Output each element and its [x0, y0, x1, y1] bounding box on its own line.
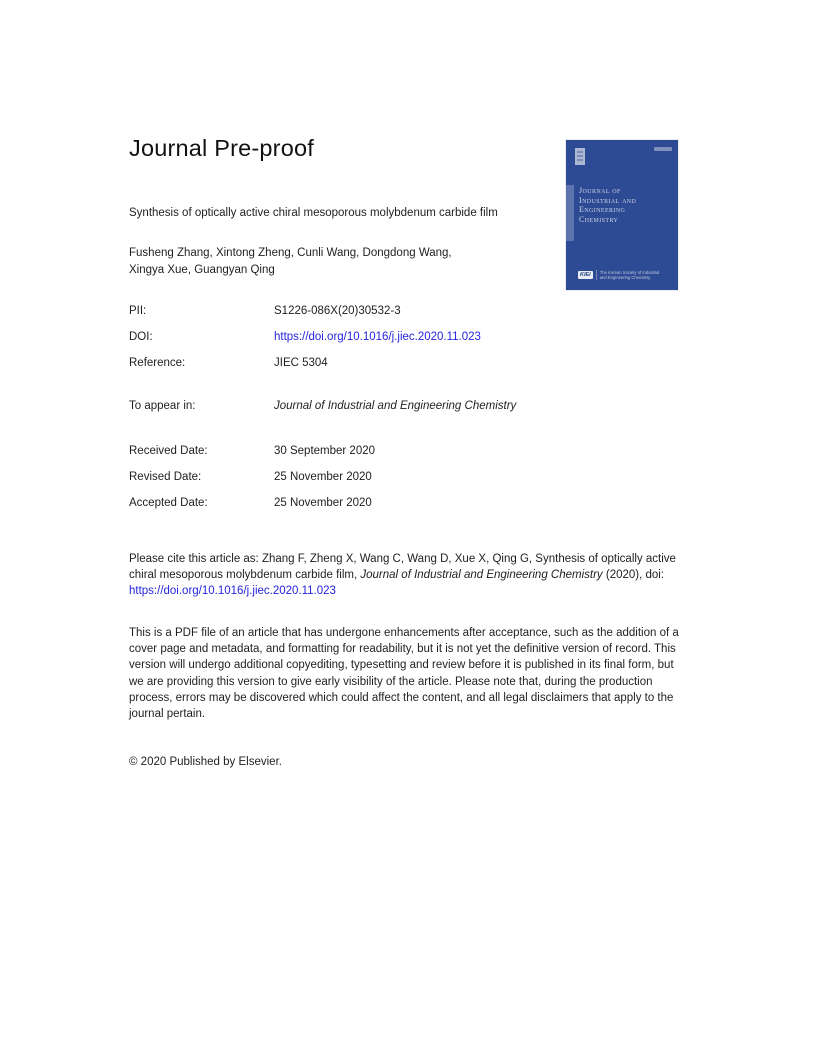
reference-label: Reference:	[129, 357, 186, 369]
pii-label: PII:	[129, 305, 147, 317]
revised-date-label: Revised Date:	[129, 471, 202, 483]
meta-row-doi	[129, 331, 481, 343]
meta-row-to-appear-in	[129, 400, 516, 412]
accepted-date-value: 25 November 2020	[274, 497, 372, 509]
to-appear-in-value: Journal of Industrial and Engineering Chemistry	[274, 400, 517, 412]
page-title: Journal Pre-proof	[129, 135, 314, 161]
citation-doi-link[interactable]: https://doi.org/10.1016/j.jiec.2020.11.023	[129, 585, 336, 598]
meta-row-reference	[129, 357, 328, 369]
cover-issn-text	[654, 147, 672, 151]
cover-journal-title	[579, 186, 636, 224]
citation-paragraph	[129, 551, 691, 600]
to-appear-in-label: To appear in:	[129, 400, 196, 412]
cover-title-line: Industrial and	[579, 195, 637, 205]
society-name	[596, 270, 660, 280]
doi-label: DOI:	[129, 331, 153, 343]
received-date-value: 30 September 2020	[274, 445, 376, 457]
cover-title-line: Journal of	[579, 186, 621, 195]
author-list-line2: Xingya Xue, Guangyan Qing	[129, 263, 275, 276]
author-list-line1: Fusheng Zhang, Xintong Zheng, Cunli Wang, Dongdong Wang,	[129, 247, 452, 259]
society-logo: KIEi	[580, 272, 591, 278]
journal-emblem-icon	[575, 148, 585, 165]
author-list	[129, 245, 574, 278]
meta-row-received-date	[129, 445, 375, 457]
society-name-line1: The Korean Society of Industrial	[599, 270, 660, 275]
citation-text: Please cite this article as: Zhang F, Zheng X, Wang C, Wang D, Xue X, Qing G, Synthesis of optically active chiral mesoporous molybdenum carbide film,	[129, 553, 676, 582]
article-title: Synthesis of optically active chiral mesoporous molybdenum carbide film	[129, 207, 498, 219]
meta-row-revised-date	[129, 471, 372, 483]
citation-journal-name: Journal of Industrial and Engineering Chemistry	[360, 569, 603, 582]
society-name-line2: and Engineering Chemistry	[599, 275, 651, 280]
cover-title-line: Engineering	[579, 205, 626, 214]
accepted-date-label: Accepted Date:	[129, 497, 208, 509]
received-date-label: Received Date:	[129, 445, 208, 457]
copyright-line: © 2020 Published by Elsevier.	[129, 756, 282, 768]
revised-date-value: 25 November 2020	[274, 471, 372, 483]
cover-society-footer	[578, 270, 659, 280]
disclaimer-paragraph: This is a PDF file of an article that has undergone enhancements after acceptance, such as the addition of a cover page and metadata, and formatting for readability, but it is not yet the definitive version of record. This version will undergo additional copyediting, typesetting and review before it is published in its final form, but we are providing this version to give early visibility of the article. Please note that, during the production process, errors may be discovered which could affect the content, and all legal disclaimers that apply to the journal pertain.	[129, 627, 679, 721]
pii-value: S1226-086X(20)30532-3	[274, 305, 401, 317]
doi-link[interactable]: https://doi.org/10.1016/j.jiec.2020.11.023	[274, 331, 481, 343]
meta-row-pii	[129, 305, 401, 317]
journal-cover-thumbnail	[566, 140, 678, 290]
cover-title-line: Chemistry	[579, 214, 619, 224]
reference-value: JIEC 5304	[274, 357, 328, 369]
meta-row-accepted-date	[129, 497, 372, 509]
citation-middle-text: (2020), doi:	[602, 569, 665, 582]
